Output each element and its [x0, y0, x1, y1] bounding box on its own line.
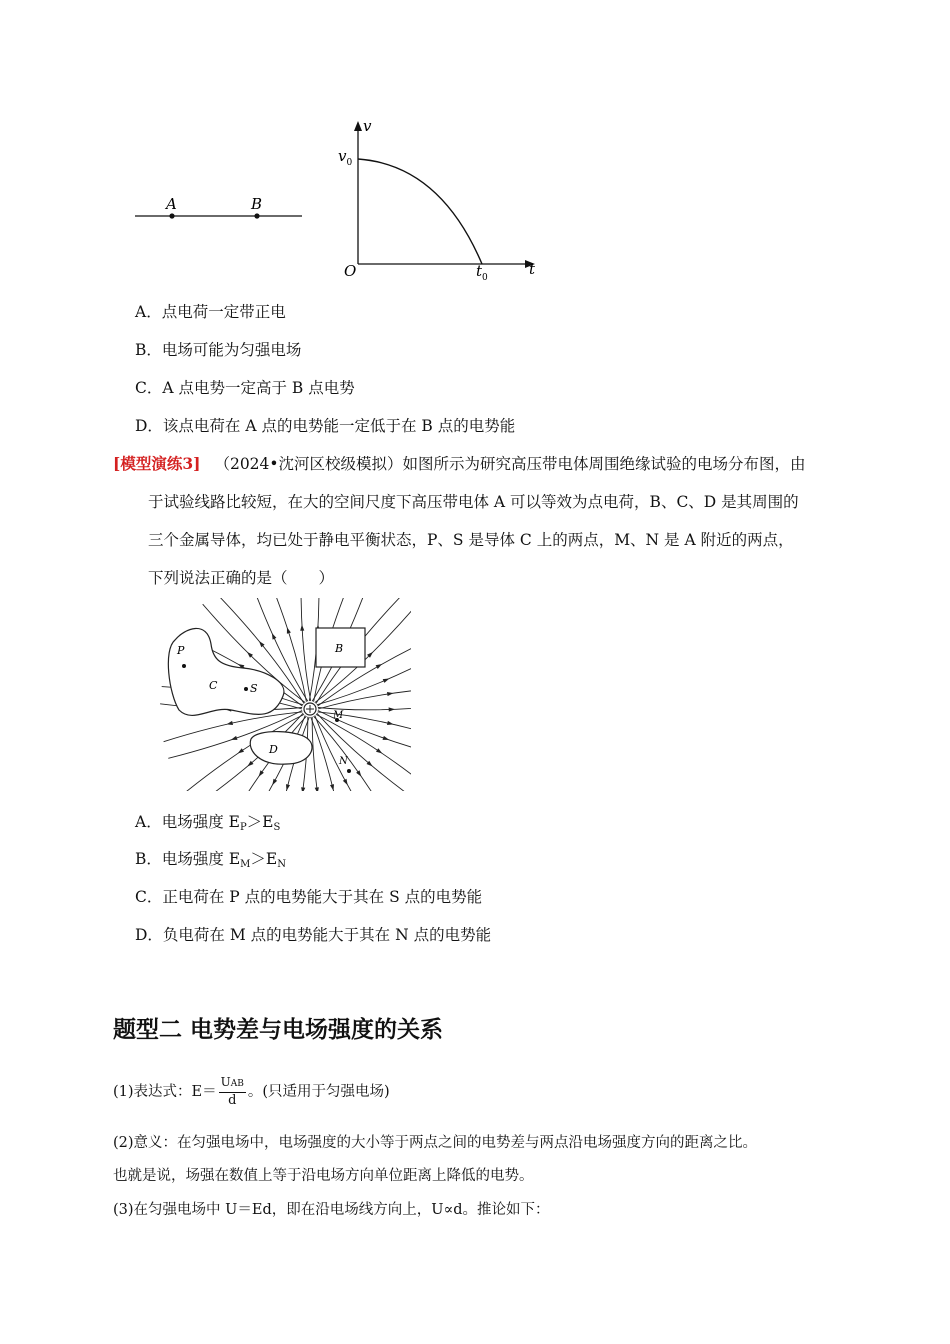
formula-fraction: $\frac{\text{UAB}}{d}$ — [220, 1075, 244, 1108]
q1-option-c: C．A 点电势一定高于 B 点电势 — [135, 379, 355, 397]
q2-stem-line4: 下列说法正确的是（ ） — [148, 569, 335, 587]
formula-line: (1)表达式：E＝ $\frac{\text{UAB}}{d}$ 。(只适用于匀强电场) — [113, 1075, 390, 1108]
figure-vt-graph — [330, 112, 550, 287]
q2-stem-text1: （2024•沈河区校级模拟）如图所示为研究高压带电体周围绝缘试验的电场分布图，由 — [214, 455, 806, 473]
meaning-line1: (2)意义：在匀强电场中，电场强度的大小等于两点之间的电势差与两点沿电场强度方向的距离之比。 — [113, 1135, 758, 1151]
origin-label: O — [344, 262, 357, 280]
figure-electric-field — [133, 598, 411, 791]
q2-option-b: B．电场强度 $E_M>E_N$ — [135, 850, 286, 870]
q2-stem-line3: 三个金属导体，均已处于静电平衡状态，P、S 是导体 C 上的两点，M、N 是 A 附近的两点， — [148, 531, 794, 549]
label-a: A — [166, 195, 177, 213]
label-p: P — [177, 644, 185, 657]
inference-line: (3)在匀强电场中 U＝Ed，即在沿电场线方向上，U∝d。推论如下： — [113, 1202, 550, 1218]
label-m: M — [333, 710, 344, 721]
field-arrow — [315, 787, 319, 791]
q2-stem-line2: 于试验线路比较短，在大的空间尺度下高压带电体 A 可以等效为点电荷，B、C、D 是其周围的 — [148, 493, 799, 511]
figure-line-ab — [130, 190, 310, 230]
label-c: C — [209, 679, 218, 692]
label-d: D — [269, 743, 278, 756]
field-arrow — [301, 787, 305, 791]
label-n: N — [339, 756, 348, 767]
axis-v-label: v — [363, 117, 372, 135]
q1-option-d: D．该点电荷在 A 点的电势能一定低于在 B 点的电势能 — [135, 417, 516, 435]
q2-option-d: D．负电荷在 M 点的电势能大于其在 N 点的电势能 — [135, 926, 492, 944]
axis-t-label: t — [529, 260, 536, 278]
section-heading: 题型二 电势差与电场强度的关系 — [113, 1017, 444, 1043]
t0-label: $t_0$ — [476, 262, 488, 283]
v0-label: $v_0$ — [338, 147, 353, 168]
q2-option-c: C．正电荷在 P 点的电势能大于其在 S 点的电势能 — [135, 888, 483, 906]
label-b: B — [251, 195, 263, 213]
q2-tag: [模型演练3] — [113, 454, 201, 473]
label-b2: B — [335, 642, 344, 655]
meaning-line2: 也就是说，场强在数值上等于沿电场方向单位距离上降低的电势。 — [113, 1168, 534, 1184]
q2-stem-line1 — [113, 452, 806, 474]
q1-option-a: A．点电荷一定带正电 — [135, 303, 286, 321]
q2-option-a: A．电场强度 $E_P>E_S$ — [135, 813, 281, 833]
label-s: S — [250, 682, 258, 695]
q1-option-b: B．电场可能为匀强电场 — [135, 341, 302, 359]
